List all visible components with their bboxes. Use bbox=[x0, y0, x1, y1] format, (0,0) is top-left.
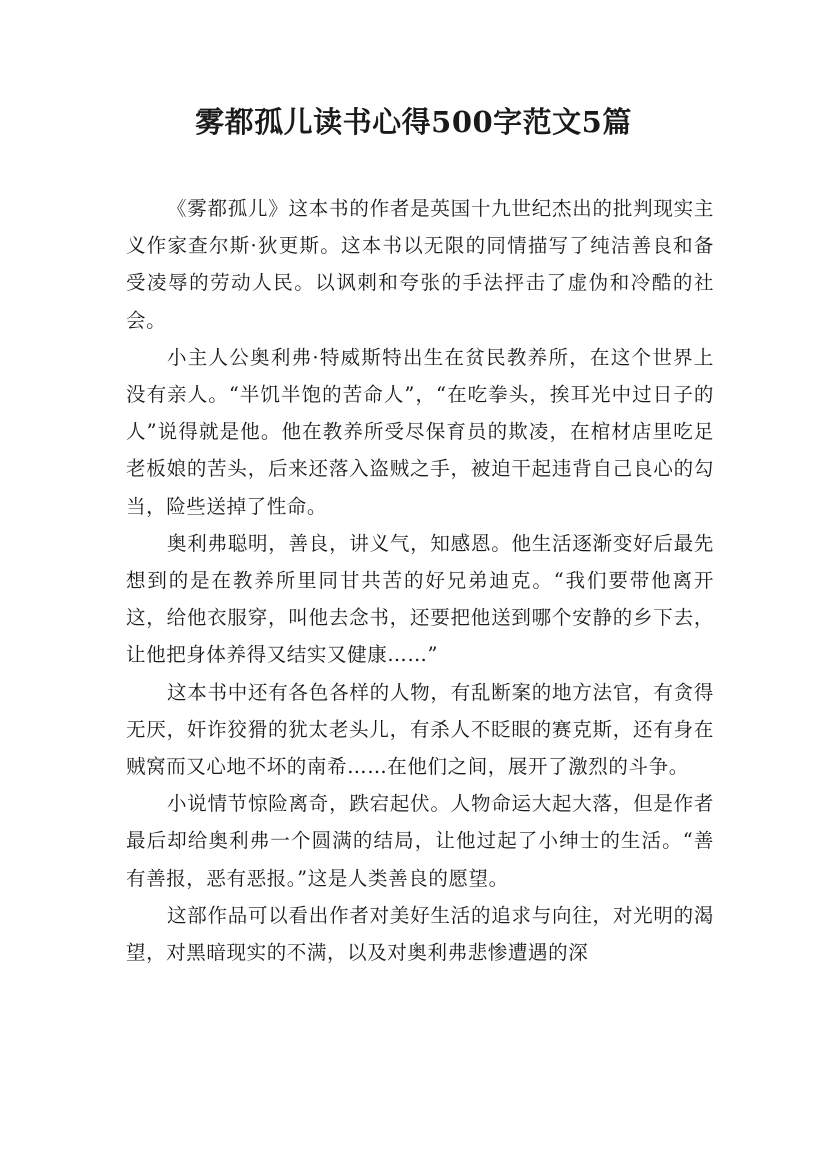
document-title: 雾都孤儿读书心得500字范文5篇 bbox=[195, 105, 632, 139]
paragraph: 小说情节惊险离奇，跌宕起伏。人物命运大起大落，但是作者最后却给奥利弗一个圆满的结局，让他过起了小绅士的生活。“善有善报，恶有恶报。”这是人类善良的愿望。 bbox=[126, 792, 714, 890]
paragraph: 这本书中还有各色各样的人物，有乱断案的地方法官，有贪得无厌，奸诈狡猾的犹太老头儿，有杀人不眨眼的赛克斯，还有身在贼窝而又心地不坏的南希……在他们之间，展开了激烈的斗争。 bbox=[126, 680, 714, 779]
paragraph: 这部作品可以看出作者对美好生活的追求与向往，对光明的渴望，对黑暗现实的不满，以及对奥利弗悲惨遭遇的深 bbox=[126, 903, 714, 965]
paragraph: 小主人公奥利弗·特威斯特出生在贫民教养所，在这个世界上没有亲人。“半饥半饱的苦命人”，“在吃拳头，挨耳光中过日子的人”说得就是他。他在教养所受尽保育员的欺凌，在棺材店里吃足老板娘的苦头，后来还落入盗贼之手，被迫干起违背自己良心的勾当，险些送掉了性命。 bbox=[126, 345, 714, 518]
paragraph: 奥利弗聪明，善良，讲义气，知感恩。他生活逐渐变好后最先想到的是在教养所里同甘共苦的好兄弟迪克。“我们要带他离开这，给他衣服穿，叫他去念书，还要把他送到哪个安静的乡下去，让他把身体养得又结实又健康……” bbox=[126, 531, 714, 667]
paragraph: 《雾都孤儿》这本书的作者是英国十九世纪杰出的批判现实主义作家查尔斯·狄更斯。这本书以无限的同情描写了纯洁善良和备受凌辱的劳动人民。以讽刺和夸张的手法抨击了虚伪和冷酷的社会。 bbox=[126, 197, 714, 332]
document-body bbox=[126, 190, 714, 971]
